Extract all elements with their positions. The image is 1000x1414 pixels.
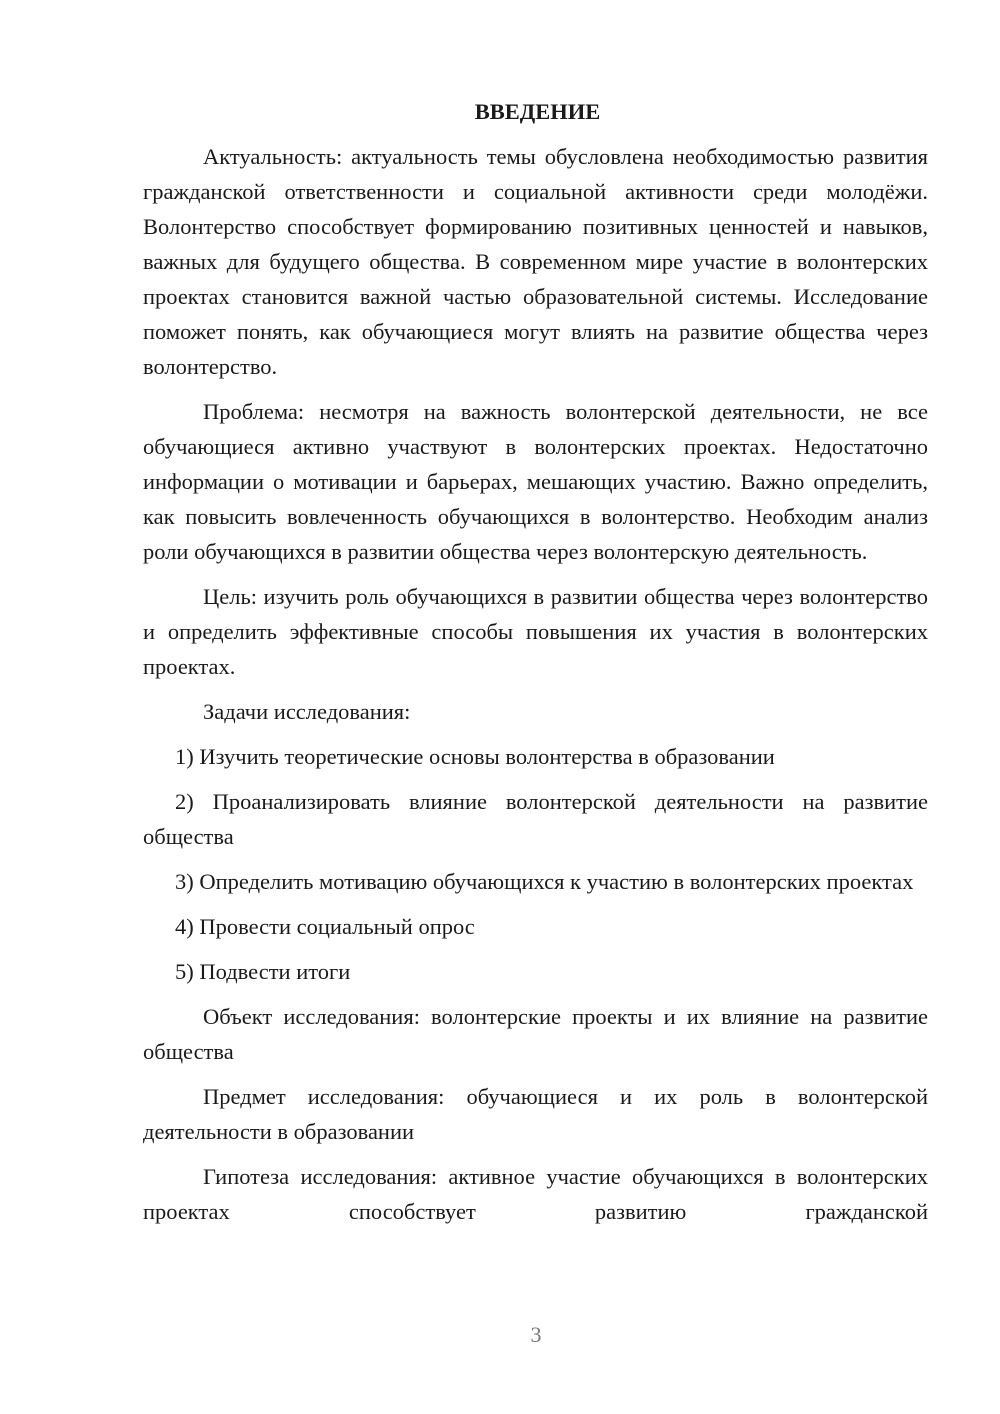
- relevance-paragraph: Актуальность: актуальность темы обусловлена необходимостью развития гражданской ответственности и социальной активности среди молодёжи. Волонтерство способствует формированию позитивных ценностей и навыков, важных для будущего общества. В современном мире участие в волонтерских проектах становится важной частью образовательной системы. Исследование поможет понять, как обучающиеся могут влиять на развитие общества через волонтерство.: [143, 144, 928, 379]
- object-paragraph: Объект исследования: волонтерские проекты и их влияние на развитие общества: [143, 1004, 928, 1064]
- task-item: 2) Проанализировать влияние волонтерской деятельности на развитие общества: [143, 789, 928, 849]
- task-item: 3) Определить мотивацию обучающихся к участию в волонтерских проектах: [175, 869, 914, 894]
- hypothesis-paragraph: Гипотеза исследования: активное участие обучающихся в волонтерских проектах способствует развитию гражданской: [143, 1164, 928, 1224]
- task-item: 4) Провести социальный опрос: [175, 914, 475, 939]
- section-heading: ВВЕДЕНИЕ: [474, 99, 601, 124]
- task-item: 5) Подвести итоги: [175, 959, 351, 984]
- problem-paragraph: Проблема: несмотря на важность волонтерской деятельности, не все обучающиеся активно участвуют в волонтерских проектах. Недостаточно информации о мотивации и барьерах, мешающих участию. Важно определить, как повысить вовлеченность обучающихся в волонтерство. Необходим анализ роли обучающихся в развитии общества через волонтерскую деятельность.: [143, 399, 928, 564]
- goal-paragraph: Цель: изучить роль обучающихся в развитии общества через волонтерство и определить эффективные способы повышения их участия в волонтерских проектах.: [143, 584, 928, 679]
- subject-paragraph: Предмет исследования: обучающиеся и их роль в волонтерской деятельности в образовании: [143, 1084, 928, 1144]
- tasks-title: Задачи исследования:: [203, 699, 411, 724]
- task-item: 1) Изучить теоретические основы волонтерства в образовании: [175, 744, 775, 769]
- document-body: [143, 94, 928, 1239]
- page-number: 3: [530, 1322, 542, 1347]
